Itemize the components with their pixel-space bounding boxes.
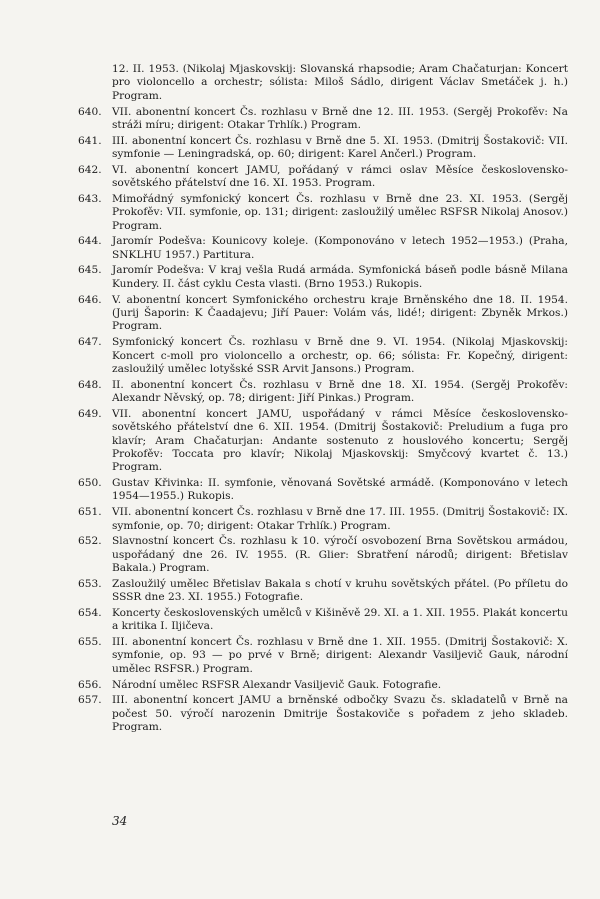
entry-number: 653.: [78, 577, 102, 590]
entry-number: 649.: [78, 407, 102, 420]
entry-number: 652.: [78, 535, 102, 548]
entry-text: Slavnostní koncert Čs. rozhlasu k 10. výročí osvobození Brna Sovětskou armádou, uspořádaný dne 26. IV. 1955. (R. Glier: Sbratření národů; dirigent: Břetislav Bakala.) Program.: [112, 535, 568, 575]
catalog-entry: [78, 477, 568, 504]
catalog-entry: [78, 193, 568, 233]
entry-text: VII. abonentní koncert JAMU, uspořádaný v rámci Měsíce československo-sovětského přátelství dne 6. XII. 1954. (Dmitrij Šostakovič: Preludium a fuga pro klavír; Aram Chačaturjan: Andante sostenuto z houslového koncertu; Sergěj Prokofěv: Toccata pro klavír; Nikolaj Mjaskovskij: Smyčcový kvartet č. 13.) Program.: [112, 407, 568, 474]
entry-text: VII. abonentní koncert Čs. rozhlasu v Brně dne 17. III. 1955. (Dmitrij Šostakovič: IX. symfonie, op. 70; dirigent: Otakar Trhlík.) Program.: [112, 506, 568, 532]
catalog-entry: [78, 607, 568, 634]
catalog-entry: [78, 264, 568, 291]
catalog-entry: [78, 235, 568, 262]
entry-text: Symfonický koncert Čs. rozhlasu v Brně dne 9. VI. 1954. (Nikolaj Mjaskovskij: Koncert c-moll pro violoncello a orchestr, op. 66; sólista: Fr. Kopečný, dirigent: zasloužilý umělec lotyšské SSR Arvit Jansons.) Program.: [112, 336, 568, 375]
entry-text: III. abonentní koncert JAMU a brněnské odbočky Svazu čs. skladatelů v Brně na počest 50. výročí narozenin Dmitrije Šostakoviče s pořadem z jeho skladeb. Program.: [112, 694, 568, 734]
entry-number: 644.: [78, 235, 102, 248]
catalog-entry: [78, 164, 568, 191]
entry-number: 650.: [78, 477, 102, 490]
entry-number: 645.: [78, 264, 102, 277]
catalog-entry: [78, 578, 568, 605]
entry-text: Koncerty československých umělců v Kišiněvě 29. XI. a 1. XII. 1955. Plakát koncertu a kritika I. Iljičeva.: [112, 606, 568, 633]
catalog-entry-list: [78, 63, 568, 737]
catalog-entry: [78, 408, 568, 475]
entry-text: Národní umělec RSFSR Alexandr Vasiljevič Gauk. Fotografie.: [112, 678, 442, 691]
catalog-entry: [78, 336, 568, 376]
entry-number: 654.: [78, 606, 102, 619]
entry-text: Jaromír Podešva: Kounicovy koleje. (Komponováno v letech 1952—1953.) (Praha, SNKLHU 1957.) Partitura.: [112, 235, 568, 261]
entry-text: VII. abonentní koncert Čs. rozhlasu v Brně dne 12. III. 1953. (Sergěj Prokofěv: Na stráži míru; dirigent: Otakar Trhlík.) Program.: [112, 105, 568, 131]
entry-number: 640.: [78, 105, 102, 118]
entry-number: 647.: [78, 336, 102, 349]
entry-number: 648.: [78, 378, 102, 391]
entry-number: 651.: [78, 506, 102, 519]
catalog-entry: [78, 135, 568, 162]
catalog-entry: [78, 535, 568, 575]
entry-text: II. abonentní koncert Čs. rozhlasu v Brně dne 18. XI. 1954. (Sergěj Prokofěv: Alexandr Něvský, op. 78; dirigent: Jiří Pinkas.) Program.: [112, 378, 568, 405]
entry-number: 656.: [78, 678, 102, 691]
entry-number: 646.: [78, 293, 102, 306]
entry-text: 12. II. 1953. (Nikolaj Mjaskovskij: Slovanská rhapsodie; Aram Chačaturjan: Koncert pro violoncello a orchestr; sólista: Miloš Sádlo, dirigent Václav Smetáček j. h.) Program.: [112, 63, 568, 102]
catalog-entry: [78, 294, 568, 334]
catalog-entry: [78, 379, 568, 406]
entry-number: 655.: [78, 636, 102, 648]
catalog-entry: [78, 694, 568, 734]
entry-text: Mimořádný symfonický koncert Čs. rozhlasu v Brně dne 23. XI. 1953. (Sergěj Prokofěv: VII. symfonie, op. 131; dirigent: zasloužilý umělec RSFSR Nikolaj Anosov.) Program.: [112, 192, 568, 232]
entry-text: VI. abonentní koncert JAMU, pořádaný v rámci oslav Měsíce československo-sovětského přátelství dne 16. XI. 1953. Program.: [112, 163, 568, 190]
entry-text: III. abonentní koncert Čs. rozhlasu v Brně dne 1. XII. 1955. (Dmitrij Šostakovič: X. symfonie, op. 93 — po prvé v Brně; dirigent: Alexandr Vasiljevič Gauk, národní umělec RSFSR.) Program.: [112, 636, 568, 675]
entry-number: 641.: [78, 134, 102, 147]
entry-text: V. abonentní koncert Symfonického orchestru kraje Brněnského dne 18. II. 1954. (Jurij Šaporin: K Čaadajevu; Jiří Pauer: Volám vás, lidé!; dirigent: Zbyněk Mrkos.) Program.: [112, 293, 568, 333]
entry-number: 657.: [78, 694, 102, 707]
entry-number: 643.: [78, 192, 102, 205]
entry-text: III. abonentní koncert Čs. rozhlasu v Brně dne 5. XI. 1953. (Dmitrij Šostakovič: VII. symfonie — Leningradská, op. 60; dirigent: Karel Ančerl.) Program.: [112, 134, 568, 161]
entry-number: 642.: [78, 163, 102, 176]
catalog-entry: [78, 679, 568, 692]
entry-text: Gustav Křivinka: II. symfonie, věnovaná Sovětské armádě. (Komponováno v letech 1954—1955.) Rukopis.: [112, 477, 568, 503]
catalog-entry: [78, 63, 568, 103]
entry-text: Jaromír Podešva: V kraj vešla Rudá armáda. Symfonická báseň podle básně Milana Kundery. II. část cyklu Cesta vlasti. (Brno 1953.) Rukopis.: [112, 264, 568, 290]
page-number: 34: [112, 814, 128, 828]
entry-text: Zasloužilý umělec Břetislav Bakala s chotí v kruhu sovětských přátel. (Po příletu do SSSR dne 23. XI. 1955.) Fotografie.: [112, 577, 568, 604]
catalog-entry: [78, 636, 568, 676]
catalog-entry: [78, 106, 568, 133]
catalog-entry: [78, 506, 568, 533]
